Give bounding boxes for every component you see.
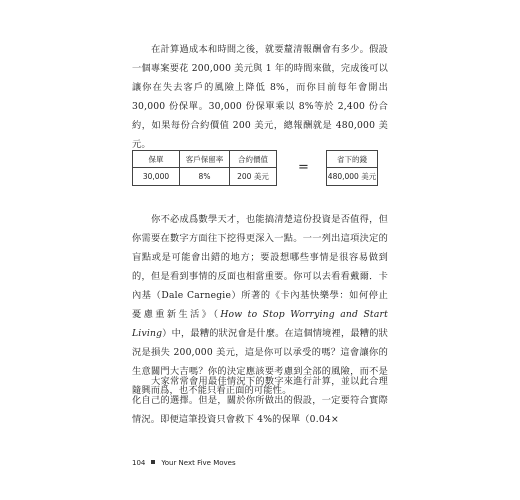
header-savings: 省下的錢 — [327, 151, 378, 168]
paragraph-2-text-start: 你不必成爲數學天才，也能搞清楚這份投資是否值得，但你需要在數字方面往下挖得更深入一點。一一列出這項決定的盲點或是可能會出錯的地方；要設想哪些事情是很容易做到的，但是看到事情的反面也相當重要。你可以去看看戴爾．卡內基（Dale Carnegie）所著的《卡內基快樂學：如何停止憂慮重新生活》（ — [132, 214, 388, 320]
page-footer — [132, 459, 236, 467]
square-bullet-icon — [151, 460, 155, 464]
value-retention-rate: 8% — [180, 168, 230, 186]
header-contract-value: 合約價值 — [230, 151, 277, 168]
value-contract-value: 200 美元 — [230, 168, 277, 186]
value-savings: 480,000 美元 — [327, 168, 378, 186]
paragraph-1-text: 在計算過成本和時間之後，就要釐清報酬會有多少。假設一個專案要花 200,000 美元與 1 年的時間來做，完成後可以讓你在失去客戶的風險上降低 8%，而你目前每年會開出 30,000 份保單。30,000 份保單乘以 8%等於 2,400 份合約，如果每份合約價值 200 美元，總報酬就是 480,000 美元。 — [132, 44, 388, 150]
paragraph-1 — [132, 40, 388, 154]
book-title-italic: How to Stop Worrying and Start Living — [132, 309, 388, 339]
equals-sign: = — [298, 160, 309, 175]
value-policies: 30,000 — [133, 168, 180, 186]
header-retention-rate: 客戶保留率 — [180, 151, 230, 168]
calculation-table — [132, 150, 277, 186]
header-policies: 保單 — [133, 151, 180, 168]
paragraph-3 — [132, 372, 388, 429]
paragraph-3-text: 大家常常會用最佳情況下的數字來進行計算，並以此合理化自己的選擇。但是，關於你所做出的假設，一定要符合實際情況。即便這筆投資只會救下 4%的保單（0.04× — [132, 376, 388, 425]
savings-table — [326, 150, 378, 186]
paragraph-2-text-end: ）中，最糟的狀況會是什麼。在這個情境裡，最糟的狀況是損失 200,000 美元，這是你可以承受的嗎？這會讓你的生意關門大吉嗎？你的決定應該要考慮到全部的風險，而不是隨興而爲，也不能只看正面的可能性。 — [132, 328, 388, 396]
running-title: Your Next Five Moves — [161, 459, 236, 467]
page-number: 104 — [132, 459, 146, 467]
